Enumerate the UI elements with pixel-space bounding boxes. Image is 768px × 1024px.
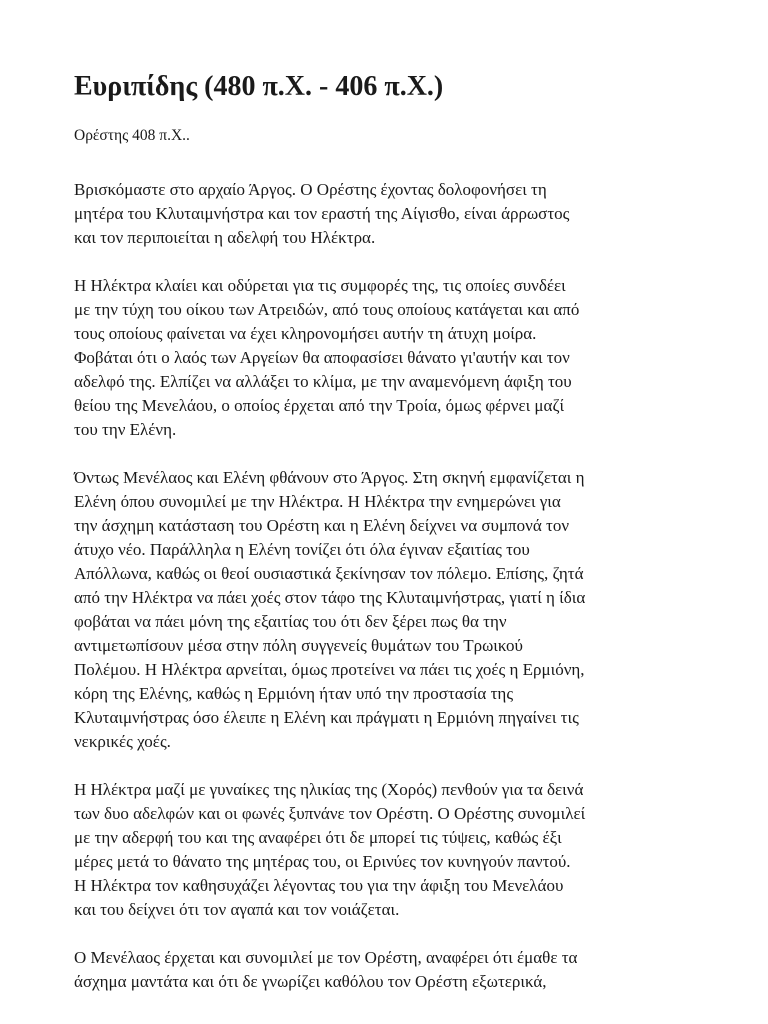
text-line: Απόλλωνα, καθώς οι θεοί ουσιαστικά ξεκίνησαν τον πόλεμο. Επίσης, ζητά: [74, 564, 584, 583]
text-line: από την Ηλέκτρα να πάει χοές στον τάφο της Κλυταιμνήστρας, γιατί η ίδια: [74, 588, 586, 607]
text-line: Βρισκόμαστε στο αρχαίο Άργος. Ο Ορέστης έχοντας δολοφονήσει τη: [74, 180, 547, 199]
text-line: Φοβάται ότι ο λαός των Αργείων θα αποφασίσει θάνατο γι'αυτήν και τον: [74, 348, 570, 367]
text-line: φοβάται να πάει μόνη της εξαιτίας του ότι δεν ξέρει πως θα την: [74, 612, 507, 631]
text-line: Η Ηλέκτρα μαζί με γυναίκες της ηλικίας της (Χορός) πενθούν για τα δεινά: [74, 780, 584, 799]
text-line: με την τύχη του οίκου των Ατρειδών, από τους οποίους κατάγεται και από: [74, 300, 580, 319]
text-line: των δυο αδελφών και οι φωνές ξυπνάνε τον Ορέστη. Ο Ορέστης συνομιλεί: [74, 804, 586, 823]
text-line: άσχημα μαντάτα και ότι δε γνωρίζει καθόλου τον Ορέστη εξωτερικά,: [74, 972, 547, 991]
paragraph-1: [74, 178, 704, 250]
text-line: και τον περιποιείται η αδελφή του Ηλέκτρα.: [74, 228, 376, 247]
document-page: [74, 70, 704, 1018]
paragraph-4: [74, 778, 704, 922]
paragraph-5: [74, 946, 704, 994]
text-line: την άσχημη κατάσταση του Ορέστη και η Ελένη δείχνει να συμπονά τον: [74, 516, 570, 535]
text-line: και του δείχνει ότι τον αγαπά και τον νοιάζεται.: [74, 900, 400, 919]
text-line: κόρη της Ελένης, καθώς η Ερμιόνη ήταν υπό την προστασία της: [74, 684, 514, 703]
text-line: θείου της Μενελάου, ο οποίος έρχεται από την Τροία, όμως φέρνει μαζί: [74, 396, 565, 415]
text-line: αδελφό της. Ελπίζει να αλλάξει το κλίμα, με την αναμενόμενη άφιξη του: [74, 372, 572, 391]
text-line: μέρες μετά το θάνατο της μητέρας του, οι Ερινύες τον κυνηγούν παντού.: [74, 852, 571, 871]
text-line: άτυχο νέο. Παράλληλα η Ελένη τονίζει ότι όλα έγιναν εξαιτίας του: [74, 540, 530, 559]
text-line: Η Ηλέκτρα τον καθησυχάζει λέγοντας του για την άφιξη του Μενελάου: [74, 876, 564, 895]
text-line: Ο Μενέλαος έρχεται και συνομιλεί με τον Ορέστη, αναφέρει ότι έμαθε τα: [74, 948, 578, 967]
document-title: Ευριπίδης (480 π.Χ. - 406 π.Χ.): [74, 71, 444, 102]
text-line: Όντως Μενέλαος και Ελένη φθάνουν στο Άργος. Στη σκηνή εμφανίζεται η: [74, 468, 585, 487]
text-line: Πολέμου. Η Ηλέκτρα αρνείται, όμως προτείνει να πάει τις χοές η Ερμιόνη,: [74, 660, 585, 679]
paragraph-3: [74, 466, 704, 754]
text-line: νεκρικές χοές.: [74, 732, 171, 751]
text-line: του την Ελένη.: [74, 420, 177, 439]
document-subtitle: Ορέστης 408 π.Χ..: [74, 127, 190, 144]
paragraph-2: [74, 274, 704, 442]
text-line: με την αδερφή του και της αναφέρει ότι δε μπορεί τις τύψεις, καθώς έξι: [74, 828, 562, 847]
text-line: τους οποίους φαίνεται να έχει κληρονομήσει αυτήν τη άτυχη μοίρα.: [74, 324, 537, 343]
text-line: Η Ηλέκτρα κλαίει και οδύρεται για τις συμφορές της, τις οποίες συνδέει: [74, 276, 566, 295]
text-line: Κλυταιμνήστρας όσο έλειπε η Ελένη και πράγματι η Ερμιόνη πηγαίνει τις: [74, 708, 579, 727]
text-line: αντιμετωπίσουν μέσα στην πόλη συγγενείς θυμάτων του Τρωικού: [74, 636, 523, 655]
text-line: Ελένη όπου συνομιλεί με την Ηλέκτρα. Η Ηλέκτρα την ενημερώνει για: [74, 492, 561, 511]
text-line: μητέρα του Κλυταιμνήστρα και τον εραστή της Αίγισθο, είναι άρρωστος: [74, 204, 570, 223]
